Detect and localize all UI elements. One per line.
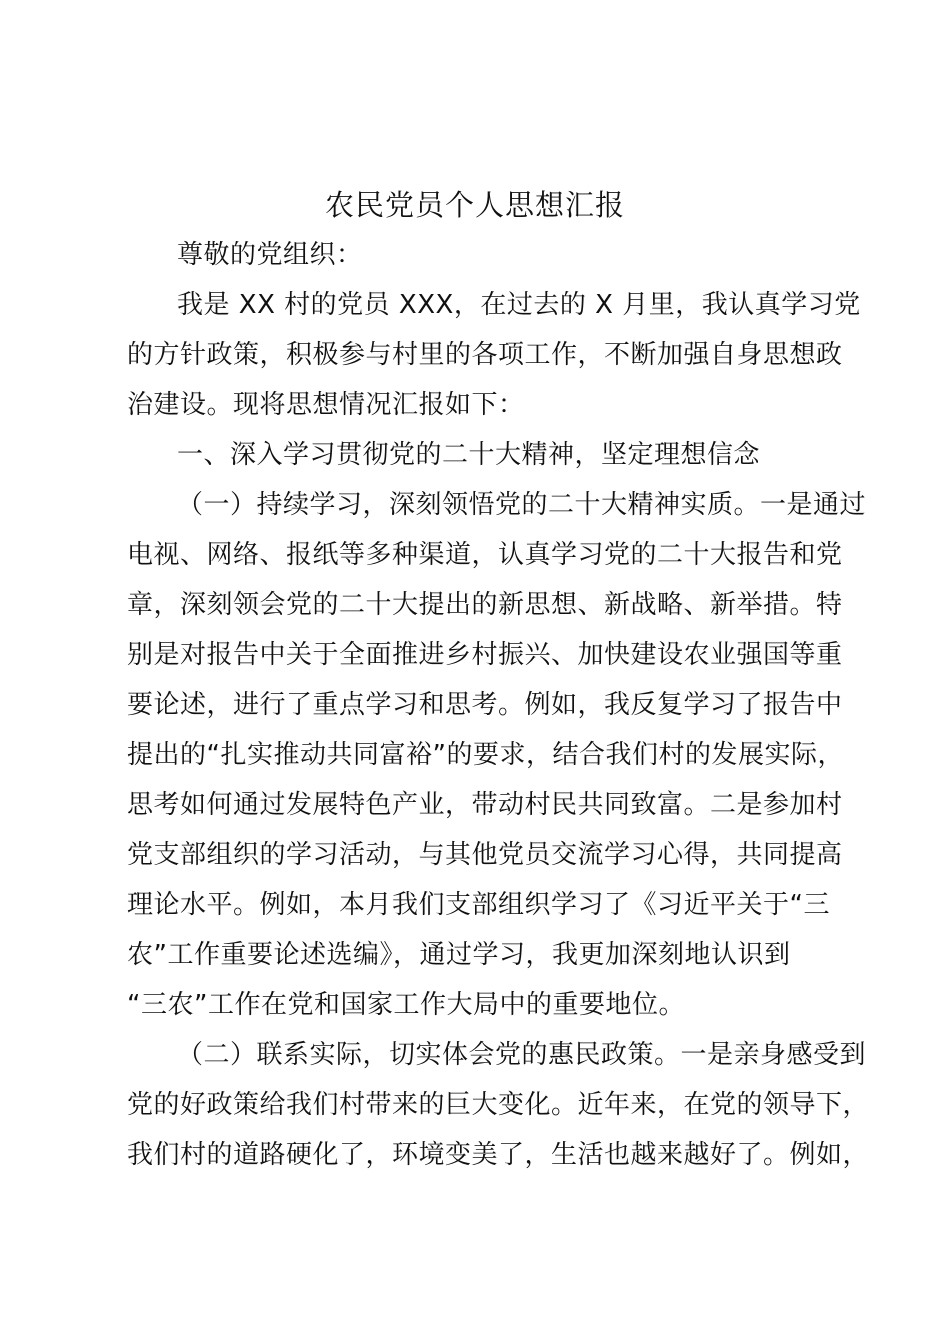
paragraph-line: （二）联系实际，切实体会党的惠民政策。一是亲身感受到	[177, 1040, 867, 1070]
paragraph-line: 我们村的道路硬化了，环境变美了，生活也越来越好了。例如，	[127, 1140, 870, 1170]
paragraph-line: 别是对报告中关于全面推进乡村振兴、加快建设农业强国等重	[127, 640, 843, 670]
paragraph-line: 治建设。现将思想情况汇报如下：	[127, 390, 525, 420]
paragraph-line: “三农”工作在党和国家工作大局中的重要地位。	[127, 990, 685, 1020]
paragraph-line: 思考如何通过发展特色产业，带动村民共同致富。二是参加村	[127, 790, 843, 820]
section-heading: 一、深入学习贯彻党的二十大精神，坚定理想信念	[177, 440, 761, 470]
salutation: 尊敬的党组织：	[177, 240, 363, 270]
document-title: 农民党员个人思想汇报	[324, 188, 625, 222]
paragraph-line: 党支部组织的学习活动，与其他党员交流学习心得，共同提高	[127, 840, 843, 870]
paragraph-line: 要论述，进行了重点学习和思考。例如，我反复学习了报告中	[127, 690, 843, 720]
paragraph-line: 提出的“扎实推动共同富裕”的要求，结合我们村的发展实际，	[127, 740, 844, 770]
paragraph-line: 章，深刻领会党的二十大提出的新思想、新战略、新举措。特	[127, 590, 843, 620]
paragraph-line: 的方针政策，积极参与村里的各项工作，不断加强自身思想政	[127, 340, 843, 370]
paragraph-line: 农”工作重要论述选编》，通过学习，我更加深刻地认识到	[127, 940, 791, 970]
paragraph-line: （一）持续学习，深刻领悟党的二十大精神实质。一是通过	[177, 490, 867, 520]
paragraph-line: 理论水平。例如，本月我们支部组织学习了《习近平关于“三	[127, 890, 830, 920]
paragraph-line: 我是 XX 村的党员 XXX，在过去的 X 月里，我认真学习党	[177, 290, 861, 320]
paragraph-line: 党的好政策给我们村带来的巨大变化。近年来，在党的领导下，	[127, 1090, 870, 1120]
paragraph-line: 电视、网络、报纸等多种渠道，认真学习党的二十大报告和党	[127, 540, 843, 570]
